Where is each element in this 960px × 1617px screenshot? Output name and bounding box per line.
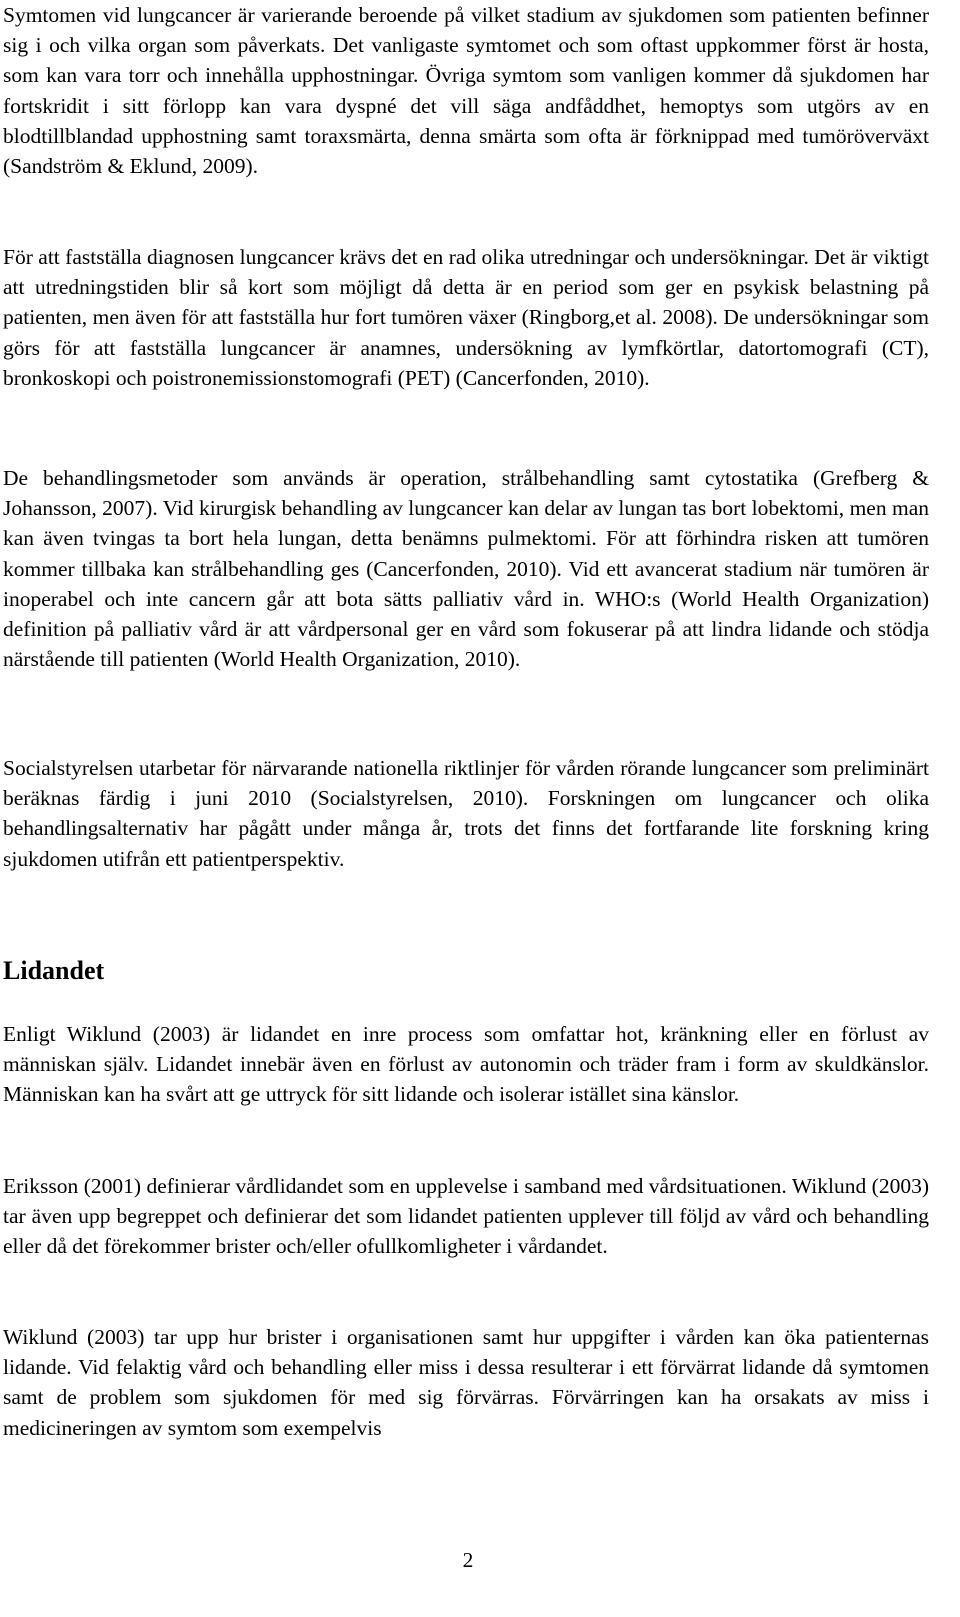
paragraph-guidelines: Socialstyrelsen utarbetar för närvarande nationella riktlinjer för vården rörande lungcancer som preliminärt beräknas färdig i juni 2010 (Socialstyrelsen, 2010). Forskningen om lungcancer och olika behandlingsalternativ har pågått under många år, trots det finns det fortfarande lite forskning kring sjukdomen utifrån ett patientperspektiv.	[3, 756, 929, 871]
paragraph-diagnosis: För att fastställa diagnosen lungcancer krävs det en rad olika utredningar och undersökningar. Det är viktigt att utredningstiden blir så kort som möjligt då detta är en period som ger en psykisk belastning på patienten, men även för att fastställa hur fort tumören växer (Ringborg,et al. 2008). De undersökningar som görs för att fastställa lungcancer är anamnes, undersökning av lymfkörtlar, datortomografi (CT), bronkoskopi och poistronemissionstomografi (PET) (Cancerfonden, 2010).	[3, 245, 929, 390]
paragraph-organization-shortcomings: Wiklund (2003) tar upp hur brister i organisationen samt hur uppgifter i vården kan öka patienternas lidande. Vid felaktig vård och behandling eller miss i dessa resulterar i ett förvärrat lidande då symtomen samt de problem som sjukdomen för med sig förvärras. Förvärringen kan ha orsakats av miss i medicineringen av symtom som exempelvis	[3, 1325, 929, 1440]
paragraph-care-suffering: Eriksson (2001) definierar vårdlidandet som en upplevelse i samband med vårdsituationen. Wiklund (2003) tar även upp begreppet och definierar det som lidandet patienten upplever till följd av vård och behandling eller då det förekommer brister och/eller ofullkomligheter i vårdandet.	[3, 1174, 929, 1259]
paragraph-treatment: De behandlingsmetoder som används är operation, strålbehandling samt cytostatika (Grefberg & Johansson, 2007). Vid kirurgisk behandling av lungcancer kan delar av lungan tas bort lobektomi, men man kan även tvingas ta bort hela lungan, detta benämns pulmektomi. För att förhindra risken att tumören kommer tillbaka kan strålbehandling ges (Cancerfonden, 2010). Vid ett avancerat stadium när tumören är inoperabel och inte cancern går att bota sätts palliativ vård in. WHO:s (World Health Organization) definition på palliativ vård är att vårdpersonal ger en vård som fokuserar på att lindra lidande och stödja närstående till patienten (World Health Organization, 2010).	[3, 466, 929, 672]
section-heading: Lidandet	[3, 956, 105, 985]
paragraph-symptoms: Symtomen vid lungcancer är varierande beroende på vilket stadium av sjukdomen som patienten befinner sig i och vilka organ som påverkats. Det vanligaste symtomet och som oftast uppkommer först är hosta, som kan vara torr och innehålla upphostningar. Övriga symtom som vanligen kommer då sjukdomen har fortskridit i sitt förlopp kan vara dyspné det vill säga andfåddhet, hemoptys som utgörs av en blodtillblandad upphostning samt toraxsmärta, denna smärta som ofta är förknippad med tumöröverväxt (Sandström & Eklund, 2009).	[3, 3, 929, 179]
paragraph-suffering-definition: Enligt Wiklund (2003) är lidandet en inre process som omfattar hot, kränkning eller en förlust av människan själv. Lidandet innebär även en förlust av autonomin och träder fram i form av skuldkänslor. Människan kan ha svårt att ge uttryck för sitt lidande och isolerar istället sina känslor.	[3, 1022, 929, 1107]
page-number: 2	[462, 1548, 474, 1572]
